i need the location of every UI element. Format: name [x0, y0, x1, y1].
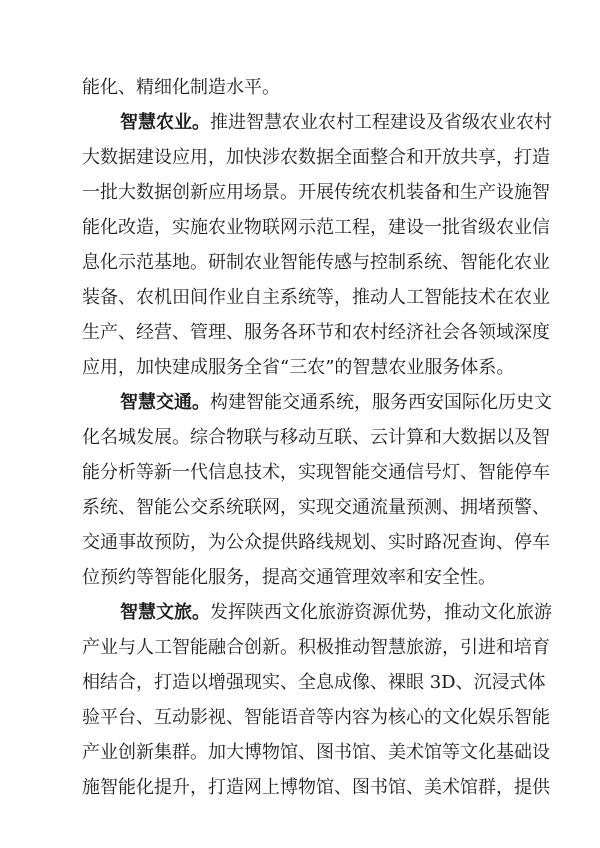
text-line: 位预约等智能化服务，提高交通管理效率和安全性。	[82, 567, 496, 588]
text-line: 装备、农机田间作业自主系统等，推动人工智能技术在农业	[82, 287, 550, 308]
section-heading: 智慧交通。	[120, 392, 210, 413]
text-line: 验平台、互动影视、智能语音等内容为核心的文化娱乐智能	[82, 707, 550, 728]
text-line: 产业与人工智能融合创新。积极推动智慧旅游，引进和培育	[82, 637, 550, 658]
text-line: 能化改造，实施农业物联网示范工程，建设一批省级农业信	[82, 217, 550, 238]
text-line: 息化示范基地。研制农业智能传感与控制系统、智能化农业	[82, 252, 550, 273]
text-line: 能分析等新一代信息技术，实现智能交通信号灯、智能停车	[82, 462, 550, 483]
text-line: 相结合，打造以增强现实、全息成像、裸眼 3D、沉浸式体	[82, 672, 546, 693]
text-line: 交通事故预防，为公众提供路线规划、实时路况查询、停车	[82, 532, 550, 553]
text-line: 施智能化提升，打造网上博物馆、图书馆、美术馆群，提供	[82, 777, 550, 798]
text-line: 生产、经营、管理、服务各环节和农村经济社会各领域深度	[82, 322, 550, 343]
text-line: 化名城发展。综合物联与移动互联、云计算和大数据以及智	[82, 427, 550, 448]
section-heading: 智慧文旅。	[120, 602, 210, 623]
section-heading-line: 智慧农业。推进智慧农业农村工程建设及省级农业农村	[120, 112, 552, 133]
text-line: 产业创新集群。加大博物馆、图书馆、美术馆等文化基础设	[82, 742, 550, 763]
section-heading: 智慧农业。	[120, 112, 210, 133]
text-line: 一批大数据创新应用场景。开展传统农机装备和生产设施智	[82, 182, 550, 203]
section-heading-line: 智慧交通。构建智能交通系统，服务西安国际化历史文	[120, 392, 552, 413]
text-line: 系统、智能公交系统联网，实现交通流量预测、拥堵预警、	[82, 497, 550, 518]
text-line: 能化、精细化制造水平。	[82, 77, 280, 98]
section-heading-line: 智慧文旅。发挥陕西文化旅游资源优势，推动文化旅游	[120, 602, 552, 623]
text-line: 大数据建设应用，加快涉农数据全面整合和开放共享，打造	[82, 147, 550, 168]
text-line: 应用，加快建成服务全省“三农”的智慧农业服务体系。	[82, 357, 515, 378]
